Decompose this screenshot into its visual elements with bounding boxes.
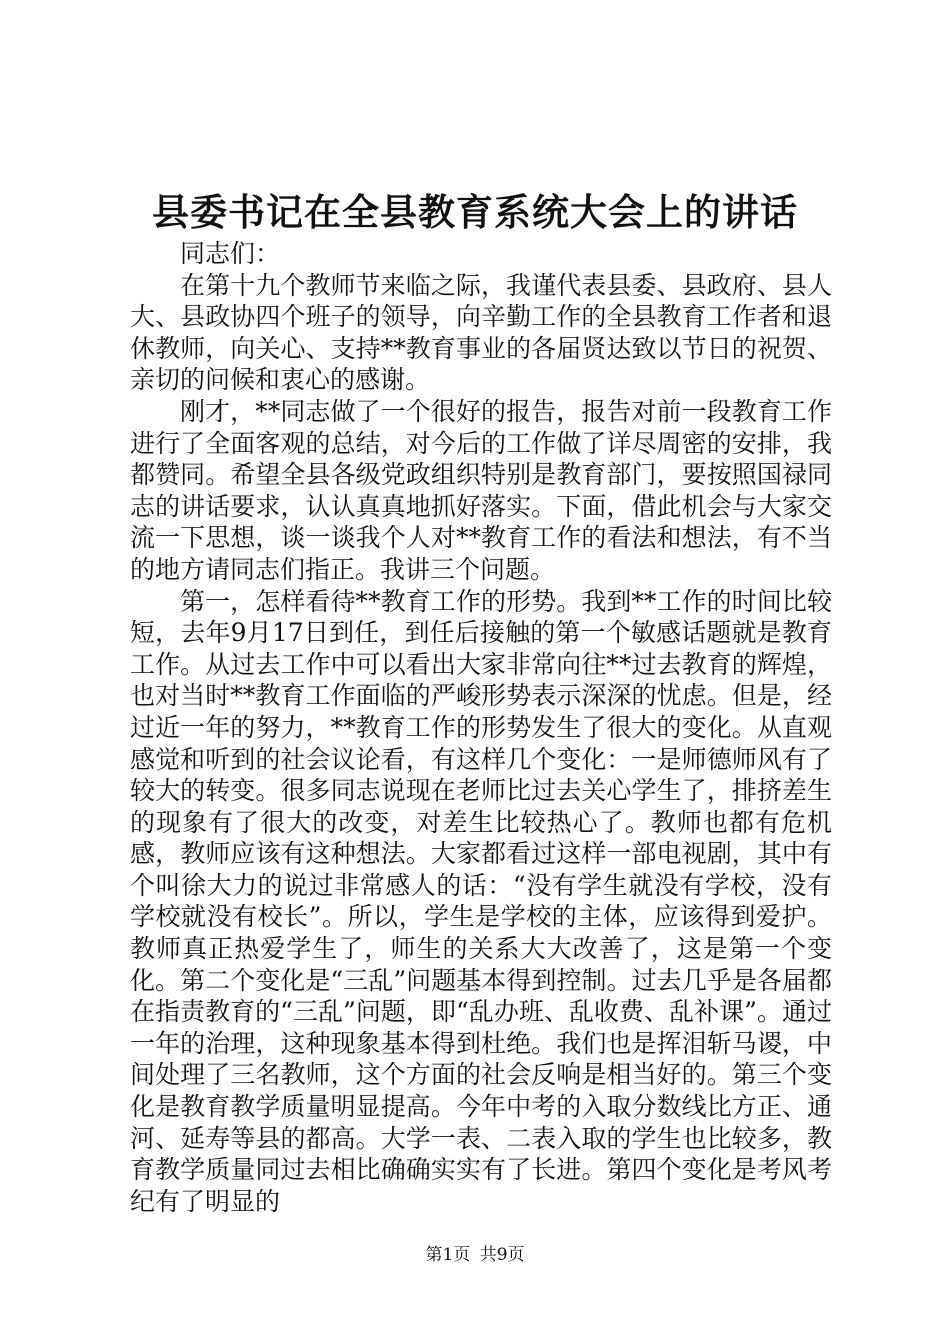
paragraph: 第一，怎样看待**教育工作的形势。我到**工作的时间比较短，去年9月17日到任，到任后接触的第一个敏感话题就是教育工作。从过去工作中可以看出大家非常向往**过去教育的辉煌，也对当时**教育工作面临的严峻形势表示深深的忧虑。但是，经过近一年的努力，**教育工作的形势发生了很大的变化。从直观感觉和听到的社会议论看，有这样几个变化：一是师德师风有了较大的转变。很多同志说现在老师比过去关心学生了，排挤差生的现象有了很大的改变，对差生比较热心了。教师也都有危机感，教师应该有这种想法。大家都看过这样一部电视剧，其中有个叫徐大力的说过非常感人的话：“没有学生就没有学校，没有学校就没有校长”。所以，学生是学校的主体，应该得到爱护。教师真正热爱学生了，师生的关系大大改善了，这是第一个变化。第二个变化是“三乱”问题基本得到控制。过去几乎是各届都在指责教育的“三乱”问题，即“乱办班、乱收费、乱补课”。通过一年的治理，这种现象基本得到杜绝。我们也是挥泪斩马谡，中间处理了三名教师，这个方面的社会反响是相当好的。第三个变化是教育教学质量明显提高。今年中考的入取分数线比方正、通河、延寿等县的都高。大学一表、二表入取的学生也比较多，教育教学质量同过去相比确确实实有了长进。第四个变化是考风考纪有了明显的 (130, 586, 832, 1216)
page-footer (0, 1243, 950, 1267)
paragraph: 刚才，**同志做了一个很好的报告，报告对前一段教育工作进行了全面客观的总结，对今后的工作做了详尽周密的安排，我都赞同。希望全县各级党政组织特别是教育部门，要按照国禄同志的讲话要求，认认真真地抓好落实。下面，借此机会与大家交流一下思想，谈一谈我个人对**教育工作的看法和想法，有不当的地方请同志们指正。我讲三个问题。 (130, 396, 832, 584)
page-number: 第1页 (425, 1245, 471, 1265)
salutation: 同志们： (180, 239, 281, 268)
document-body (130, 238, 832, 1217)
paragraph: 在第十九个教师节来临之际，我谨代表县委、县政府、县人大、县政协四个班子的领导，向辛勤工作的全县教育工作者和退休教师，向关心、支持**教育事业的各届贤达致以节日的祝贺、亲切的问候和衷心的感谢。 (130, 270, 832, 395)
page-total: 共9页 (479, 1245, 525, 1265)
document-title: 县委书记在全县教育系统大会上的讲话 (152, 190, 798, 234)
